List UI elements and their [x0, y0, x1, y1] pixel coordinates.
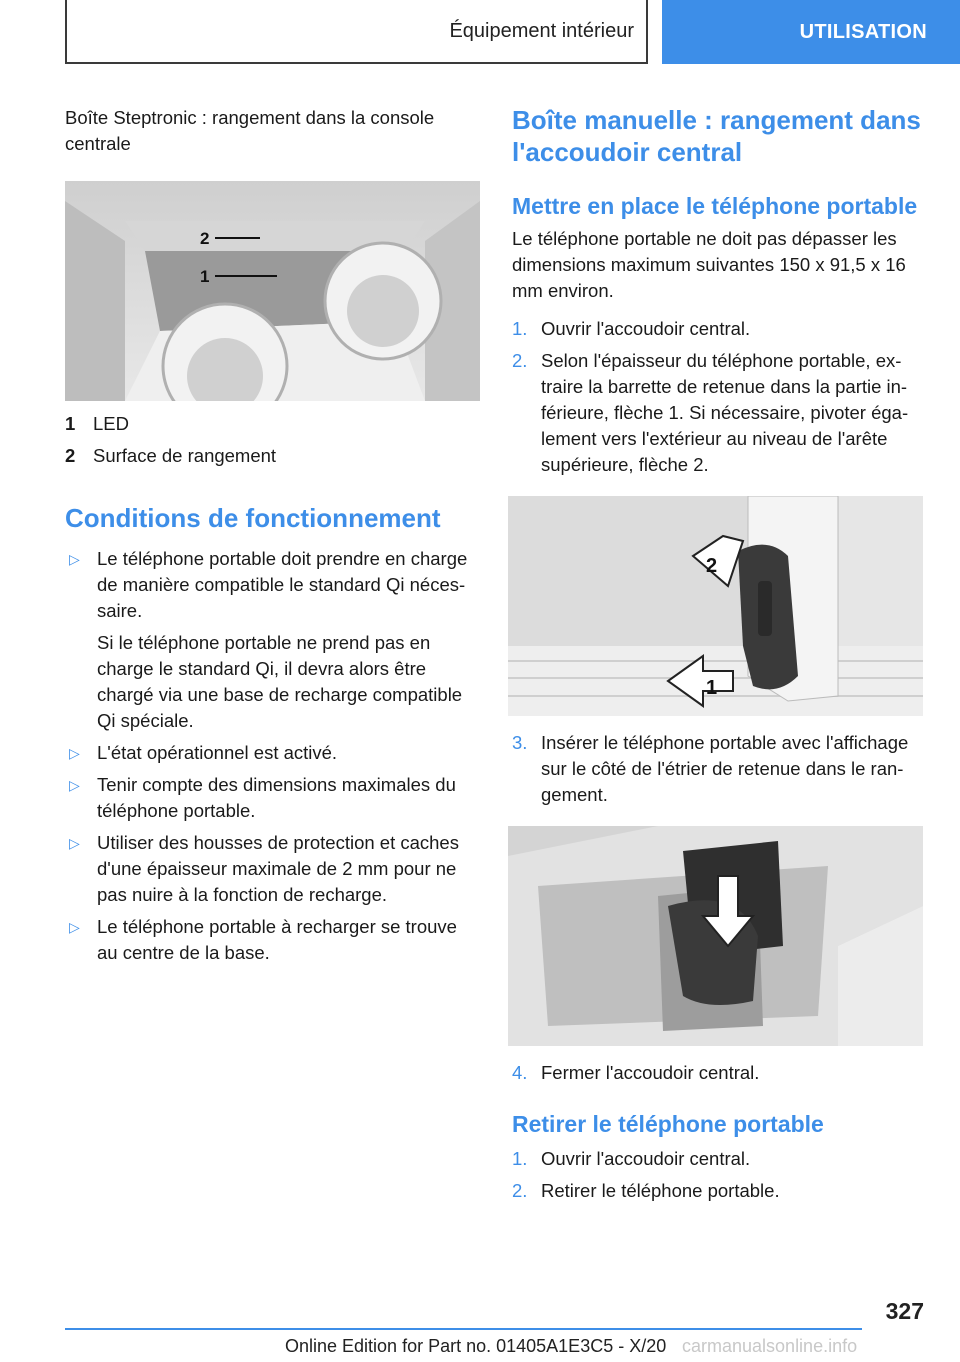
- list-item: [65, 546, 480, 734]
- fig2-callout-2: 2: [706, 555, 718, 577]
- legend-row: [65, 411, 480, 437]
- legend-num: 1: [65, 413, 76, 434]
- list-item: [512, 1146, 924, 1172]
- insert-phone-illustration: [508, 826, 923, 1046]
- legend-label: LED: [93, 413, 129, 434]
- fig2-callout-1: 1: [706, 677, 718, 699]
- step-number: 2.: [512, 1180, 528, 1201]
- list-item: [512, 730, 924, 808]
- bullet-text: Le téléphone portable à recharger se trouve au centre de la base.: [97, 916, 457, 963]
- list-item: [65, 914, 480, 966]
- step-text: Selon l'épaisseur du téléphone portable, ex-traire la barrette de retenue dans la partie in-férieure, flèche 1. Si nécessaire, pivoter éga-lement vers l'extérieur au niveau de l'arête supérieure, flèche 2.: [541, 350, 909, 475]
- footer-divider: [65, 1328, 862, 1330]
- step-text: Retirer le téléphone portable.: [541, 1180, 780, 1201]
- legend-label: Surface de rangement: [93, 445, 277, 466]
- legend-num: 2: [65, 445, 76, 466]
- retaining-bar-illustration: [508, 496, 923, 716]
- left-intro: Boîte Steptronic : rangement dans la console centrale: [65, 107, 435, 154]
- list-item: [65, 830, 480, 908]
- left-column: [65, 100, 480, 966]
- bullet-text: Utiliser des housses de protection et caches d'une épaisseur maximale de 2 mm pour ne pas nuire à la fonction de recharge.: [97, 832, 459, 905]
- step-number: 3.: [512, 732, 528, 753]
- legend-row: [65, 443, 480, 469]
- step-text: Ouvrir l'accoudoir central.: [541, 1148, 751, 1169]
- step-number: 2.: [512, 350, 528, 371]
- bullet-marker-icon: ▷: [69, 551, 80, 567]
- bullet-marker-icon: ▷: [69, 919, 80, 935]
- header-chapter-title: UTILISATION: [799, 20, 927, 43]
- page-number: 327: [885, 1298, 924, 1324]
- step-number: 1.: [512, 1148, 528, 1169]
- list-item: [512, 1178, 924, 1204]
- footer-watermark: carmanualsonline.info: [682, 1336, 858, 1356]
- list-item: [512, 316, 924, 342]
- list-item: [65, 772, 480, 824]
- bullet-marker-icon: ▷: [69, 777, 80, 793]
- header-chapter: [662, 0, 960, 64]
- step-number: 4.: [512, 1062, 528, 1083]
- heading-manual-gearbox: Boîte manuelle : rangement dans l'accoudoir central: [512, 105, 921, 167]
- step-text: Ouvrir l'accoudoir central.: [541, 318, 751, 339]
- list-item: [512, 1060, 924, 1086]
- steps-remove: [512, 1146, 924, 1204]
- bullet-text-extra: Si le téléphone portable ne prend pas en charge le standard Qi, il devra alors être chargé via une base de recharge compatible Qi spéciale.: [97, 632, 463, 731]
- header-section-title: Équipement intérieur: [449, 19, 634, 42]
- fig1-callout-1: 1: [200, 267, 210, 286]
- list-item: [65, 740, 480, 766]
- figure-retaining-bar: [508, 496, 923, 716]
- bullet-marker-icon: ▷: [69, 745, 80, 761]
- subheading-remove-phone: Retirer le téléphone portable: [512, 1111, 824, 1137]
- bullet-text: L'état opérationnel est activé.: [97, 742, 338, 763]
- bullet-marker-icon: ▷: [69, 835, 80, 851]
- fig1-callout-2: 2: [200, 229, 210, 248]
- bullet-text: Tenir compte des dimensions maximales du téléphone portable.: [97, 774, 456, 821]
- conditions-list: [65, 546, 480, 966]
- right-intro: Le téléphone portable ne doit pas dépasser les dimensions maximum suivantes 150 x 91,5 x 16 mm environ.: [512, 228, 906, 301]
- step-number: 1.: [512, 318, 528, 339]
- right-column: [512, 100, 924, 1204]
- console-storage-illustration: [65, 181, 480, 401]
- figure-insert-phone: [508, 826, 923, 1046]
- heading-conditions: Conditions de fonctionnement: [65, 503, 441, 533]
- figure-console-storage: [65, 181, 480, 401]
- step-text: Fermer l'accoudoir central.: [541, 1062, 760, 1083]
- footer-edition: Online Edition for Part no. 01405A1E3C5 - X/20: [285, 1336, 667, 1356]
- step-text: Insérer le téléphone portable avec l'affichage sur le côté de l'étrier de retenue dans le ran-gement.: [541, 732, 909, 805]
- list-item: [512, 348, 924, 478]
- subheading-insert-phone: Mettre en place le téléphone portable: [512, 193, 918, 219]
- bullet-text: Le téléphone portable doit prendre en charge de manière compatible le standard Qi néces-saire.: [97, 548, 468, 621]
- steps-insert: [512, 316, 924, 478]
- figure-legend: [65, 411, 480, 469]
- header-section: [65, 0, 648, 64]
